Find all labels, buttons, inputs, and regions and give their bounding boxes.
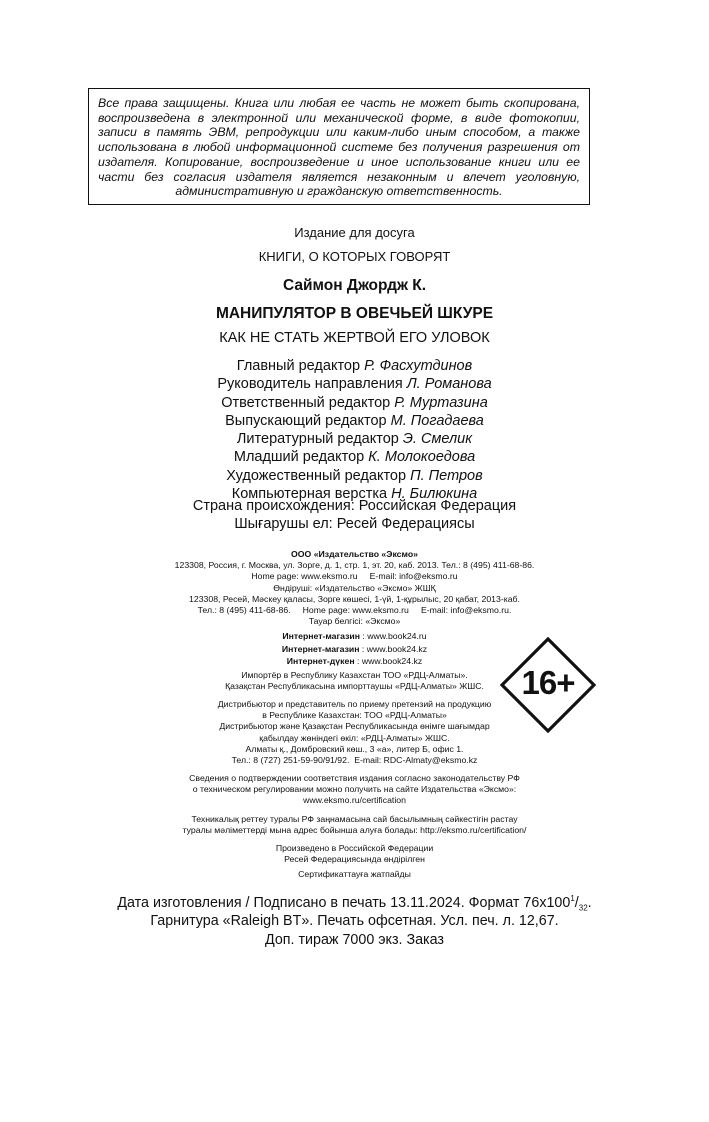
certification-kz xyxy=(0,814,709,836)
shop-line: Интернет-магазин : www.book24.ru xyxy=(282,631,427,641)
publisher-web: Home page: www.eksmo.ru E-mail: info@eksmo.ru xyxy=(251,571,458,582)
produced-block xyxy=(0,843,709,865)
book-title: МАНИПУЛЯТОР В ОВЕЧЬЕЙ ШКУРЕ xyxy=(215,305,494,322)
importer-line: Импортёр в Республику Казахстан ТОО «РДЦ-Алматы». xyxy=(241,670,468,680)
produced-line: Ресей Федерациясында өндірілген xyxy=(284,854,425,865)
publisher-kz-address: 123308, Ресей, Мәскеу қаласы, Зорге көшесі, 1-үй, 1-құрылыс, 20 қабат, 2013-каб. xyxy=(189,593,520,604)
distributor-block xyxy=(0,699,709,766)
editors-list xyxy=(0,357,709,503)
certification-line: Сведения о подтверждении соответствия издания согласно законодательству РФ xyxy=(189,773,520,783)
age-rating-badge xyxy=(500,637,596,733)
online-shops xyxy=(0,630,709,667)
rights-notice-text: Все права защищены. Книга или любая ее часть не может быть скопирована, воспроизведена в электронной или механической форме, в виде фотокопии, записи в память ЭВМ, репродукции или каким-либо иным способом, а также использована в любой информационной системе без получения разрешения от издателя. Копирование, воспроизведение и иное использование книги или ее части без согласия издателя является незаконным и влечет уголовную, административную и гражданскую ответственность. xyxy=(98,96,580,199)
certification-url: www.eksmo.ru/certification xyxy=(303,795,406,806)
publisher-address: 123308, Россия, г. Москва, ул. Зорге, д. 1, стр. 1, эт. 20, каб. 2013. Тел.: 8 (495) 411-68-86. xyxy=(174,560,535,571)
shop-line: Интернет-магазин : www.book24.kz xyxy=(281,644,428,654)
print-info-line-3: Доп. тираж 7000 экз. Заказ xyxy=(265,932,444,948)
editor-line: Главный редактор Р. Фасхутдинов xyxy=(236,358,473,374)
shop-line: Интернет-дүкен : www.book24.kz xyxy=(286,656,423,666)
importer-block xyxy=(0,670,709,692)
editor-line: Выпускающий редактор М. Погадаева xyxy=(225,412,484,429)
certification-ru xyxy=(0,773,709,807)
distributor-line: Тел.: 8 (727) 251-59-90/91/92. E-mail: RDC-Almaty@eksmo.kz xyxy=(231,755,478,766)
book-subtitle: КАК НЕ СТАТЬ ЖЕРТВОЙ ЕГО УЛОВОК xyxy=(219,330,490,346)
no-certification-kz: Сертификаттауға жатпайды xyxy=(298,869,411,879)
origin-country-kz: Шығарушы ел: Ресей Федерациясы xyxy=(234,516,475,532)
certification-line: Техникалық реттеу туралы РФ заңнамасына сай басылымның сәйкестігін растау xyxy=(191,814,518,824)
publisher-block xyxy=(0,549,709,627)
certification-line: туралы мәліметтерді мына адрес бойынша алуға болады: http://eksmo.ru/certification/ xyxy=(182,825,527,836)
publisher-kz-name: Өндіруші: «Издательство «Эксмо» ЖШҚ xyxy=(273,582,436,593)
editor-line: Руководитель направления Л. Романова xyxy=(217,376,492,393)
author-name: Саймон Джордж К. xyxy=(282,277,427,294)
certification-line: о техническом регулировании можно получить на сайте Издательства «Эксмо»: xyxy=(192,784,517,795)
distributor-line: Дистрибьютор және Қазақстан Республикасында өнімге шағымдар xyxy=(219,721,490,732)
trademark: Тауар белгісі: «Эксмо» xyxy=(308,616,401,627)
print-info-line-1: Дата изготовления / Подписано в печать 13.11.2024. Формат $76x100^1/_{32}$. xyxy=(117,894,592,913)
produced-line: Произведено в Российской Федерации xyxy=(275,843,434,853)
distributor-line: в Республике Казахстан: ТОО «РДЦ-Алматы» xyxy=(262,710,447,721)
editor-line: Ответственный редактор Р. Муртазина xyxy=(221,394,488,411)
publisher-kz-web: Тел.: 8 (495) 411-68-86. Home page: www.eksmo.ru E-mail: info@eksmo.ru. xyxy=(197,605,512,616)
series-name: КНИГИ, О КОТОРЫХ ГОВОРЯТ xyxy=(258,249,451,264)
print-info-line-2: Гарнитура «Raleigh BT». Печать офсетная. Усл. печ. л. 12,67. xyxy=(150,913,559,929)
importer-line: Қазақстан Республикасына импорттаушы «РДЦ-Алматы» ЖШС. xyxy=(225,681,484,692)
editor-line: Художественный редактор П. Петров xyxy=(226,467,483,484)
editor-line: Компьютерная верстка Н. Билюкина xyxy=(231,486,478,503)
origin-country-ru: Страна происхождения: Российская Федерация xyxy=(192,498,517,514)
distributor-line: Алматы қ., Домбровский көш., 3 «а», литер Б, офис 1. xyxy=(245,743,464,754)
distributor-line: қабылдау жөніндегі өкіл: «РДЦ-Алматы» ЖШС. xyxy=(259,732,450,743)
edition-type: Издание для досуга xyxy=(294,225,415,240)
rights-notice-box xyxy=(88,88,590,205)
editor-line: Литературный редактор Э. Смелик xyxy=(236,431,473,448)
distributor-line: Дистрибьютор и представитель по приему претензий на продукцию xyxy=(217,699,492,709)
publisher-name: ООО «Издательство «Эксмо» xyxy=(291,549,418,559)
editor-line: Младший редактор К. Молокоедова xyxy=(233,449,476,466)
age-rating-text: 16+ xyxy=(521,664,575,701)
